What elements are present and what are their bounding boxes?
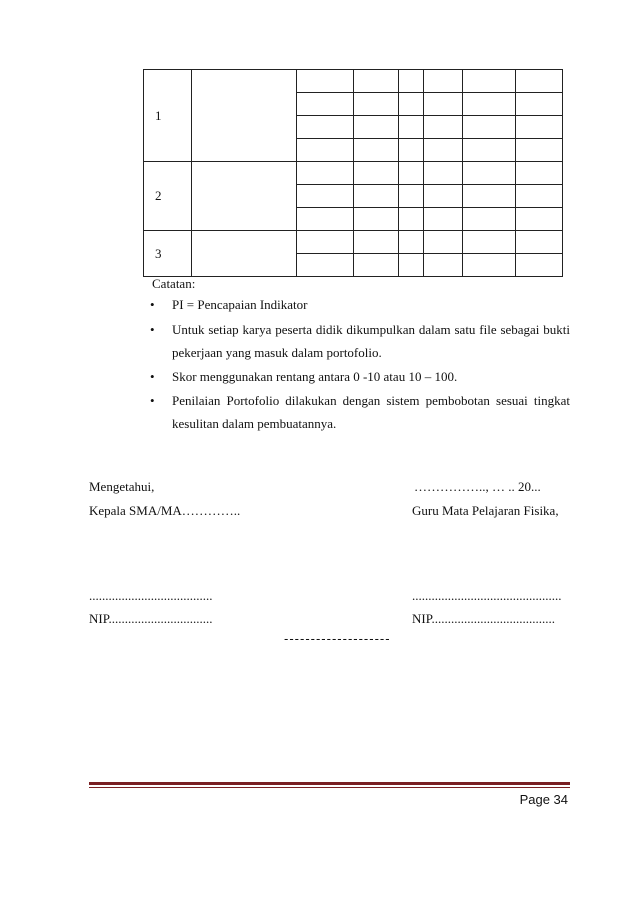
place-date-line: …………….., … .. 20...: [414, 479, 541, 494]
bullet-dot-icon: •: [150, 369, 155, 384]
score-cell: [424, 70, 463, 93]
student-name-cell: [192, 162, 297, 231]
assessment-table: [143, 69, 563, 277]
score-cell: [463, 208, 516, 231]
score-cell: [354, 139, 399, 162]
score-cell: [516, 139, 563, 162]
score-cell: [297, 208, 354, 231]
score-cell: [463, 162, 516, 185]
score-cell: [463, 254, 516, 277]
score-cell: [399, 185, 424, 208]
score-cell: [424, 162, 463, 185]
teacher-role: Guru Mata Pelajaran Fisika,: [412, 503, 559, 518]
score-cell: [399, 116, 424, 139]
score-cell: [424, 139, 463, 162]
score-cell: [516, 93, 563, 116]
end-separator: --------------------: [284, 631, 391, 646]
score-cell: [354, 208, 399, 231]
bullet-dot-icon: •: [150, 322, 155, 337]
score-cell: [463, 185, 516, 208]
score-cell: [297, 139, 354, 162]
student-name-cell: [192, 70, 297, 162]
score-cell: [297, 162, 354, 185]
score-cell: [516, 254, 563, 277]
score-cell: [354, 231, 399, 254]
score-cell: [297, 231, 354, 254]
score-cell: [354, 93, 399, 116]
page-number: Page 34: [519, 792, 568, 807]
note-item: Penilaian Portofolio dilakukan dengan sistem pembobotan sesuai tingkat: [172, 393, 570, 408]
score-cell: [516, 231, 563, 254]
score-cell: [399, 162, 424, 185]
note-item: Skor menggunakan rentang antara 0 -10 atau 10 – 100.: [172, 369, 458, 384]
bullet-dot-icon: •: [150, 393, 155, 408]
row-number-cell: 1: [144, 70, 192, 162]
score-cell: [424, 93, 463, 116]
score-cell: [399, 208, 424, 231]
score-cell: [297, 70, 354, 93]
row-number-cell: 3: [144, 231, 192, 277]
footer-rule-thick: [89, 782, 570, 785]
score-cell: [297, 254, 354, 277]
score-cell: [516, 208, 563, 231]
score-cell: [463, 139, 516, 162]
acknowledged-label: Mengetahui,: [89, 479, 155, 494]
score-cell: [354, 254, 399, 277]
teacher-nip: NIP......................................: [412, 611, 556, 626]
score-cell: [354, 162, 399, 185]
principal-nip: NIP................................: [89, 611, 213, 626]
note-item-continuation: kesulitan dalam pembuatannya.: [172, 416, 337, 431]
score-cell: [399, 93, 424, 116]
score-cell: [297, 185, 354, 208]
score-cell: [424, 116, 463, 139]
score-cell: [354, 116, 399, 139]
score-cell: [424, 254, 463, 277]
principal-name-line: ......................................: [89, 588, 213, 603]
score-cell: [297, 93, 354, 116]
score-cell: [463, 93, 516, 116]
bullet-dot-icon: •: [150, 297, 155, 312]
score-cell: [297, 116, 354, 139]
score-cell: [516, 116, 563, 139]
score-cell: [463, 231, 516, 254]
note-item: Untuk setiap karya peserta didik dikumpulkan dalam satu file sebagai bukti: [172, 322, 570, 337]
footer-rule-thin: [89, 787, 570, 788]
score-cell: [354, 185, 399, 208]
score-cell: [516, 185, 563, 208]
student-name-cell: [192, 231, 297, 277]
principal-role: Kepala SMA/MA…………..: [89, 503, 241, 518]
score-cell: [424, 185, 463, 208]
notes-heading: Catatan:: [152, 276, 196, 291]
score-cell: [516, 70, 563, 93]
score-cell: [424, 231, 463, 254]
score-cell: [463, 70, 516, 93]
score-cell: [354, 70, 399, 93]
score-cell: [424, 208, 463, 231]
score-cell: [399, 254, 424, 277]
note-item-continuation: pekerjaan yang masuk dalam portofolio.: [172, 345, 382, 360]
score-cell: [463, 116, 516, 139]
note-item: PI = Pencapaian Indikator: [172, 297, 308, 312]
row-number-cell: 2: [144, 162, 192, 231]
score-cell: [399, 70, 424, 93]
score-cell: [399, 139, 424, 162]
score-cell: [516, 162, 563, 185]
teacher-name-line: ..............................................: [412, 588, 562, 603]
score-cell: [399, 231, 424, 254]
